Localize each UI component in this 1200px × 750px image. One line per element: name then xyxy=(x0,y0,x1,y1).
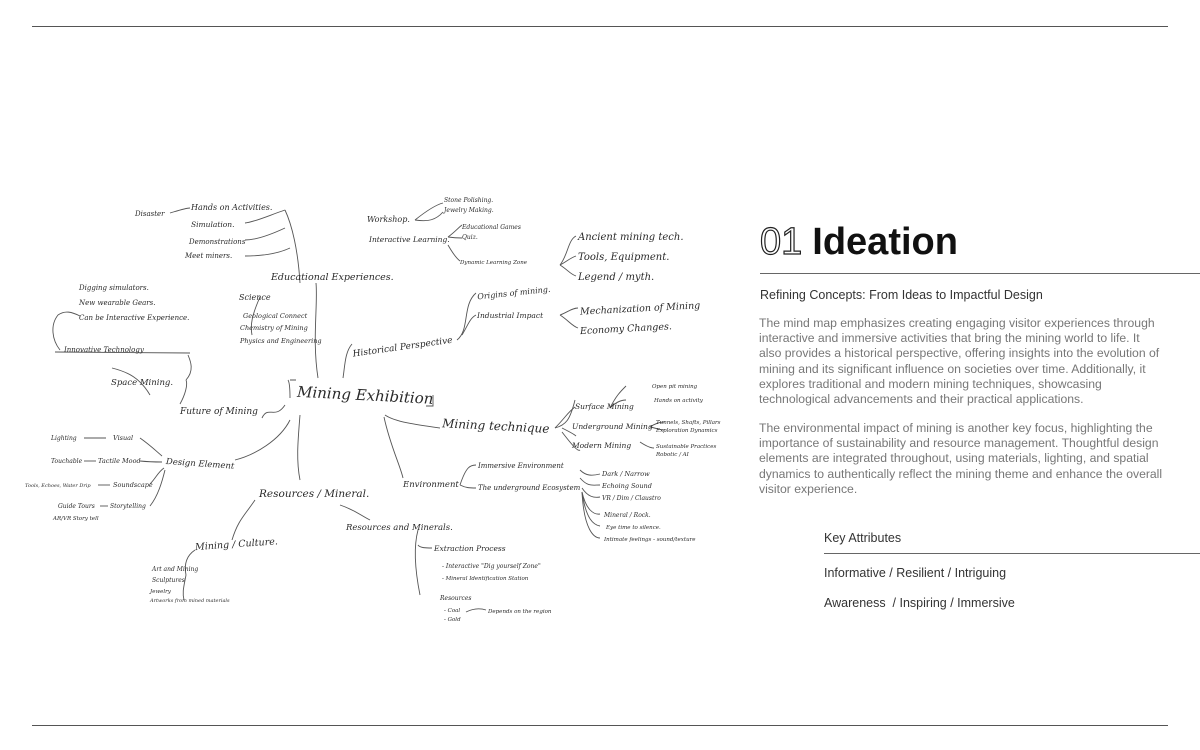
mind-map-sketch xyxy=(0,180,740,630)
mind-map-node: Mechanization of Mining xyxy=(579,300,701,318)
branch-line xyxy=(460,485,476,488)
branch-line xyxy=(560,265,576,276)
mind-map-node: - Interactive "Dig yourself Zone" xyxy=(442,563,541,570)
key-attributes-line: Informative / Resilient / Intriguing xyxy=(824,566,1007,580)
branch-line xyxy=(315,283,318,378)
branch-line xyxy=(340,505,370,520)
mind-map-node: Mineral / Rock. xyxy=(604,512,651,519)
mind-map-node: Origins of mining. xyxy=(476,284,551,302)
mind-map-node: Exploration Dynamics xyxy=(656,428,718,434)
branch-line xyxy=(448,245,460,261)
mind-map-node: Environment xyxy=(403,480,459,490)
branch-line xyxy=(457,293,476,340)
mind-map-node: AR/VR Story tell xyxy=(53,516,99,522)
mind-map-node: Intimate feelings - sound/texture xyxy=(604,537,696,543)
mind-map-node: Storytelling xyxy=(110,503,146,510)
branch-line xyxy=(170,208,190,213)
mind-map-node: Surface Mining xyxy=(575,402,634,411)
mind-map-node: Robotic / AI xyxy=(656,452,689,458)
branch-line xyxy=(580,478,600,485)
mind-map-node: Tools, Echoes, Water Drip xyxy=(25,483,91,489)
mind-map-branches xyxy=(53,203,664,612)
branch-line xyxy=(466,609,486,612)
mind-map-node: Touchable xyxy=(51,458,83,465)
mind-map-node: Dynamic Learning Zone xyxy=(460,260,527,266)
mind-map-node: Tools, Equipment. xyxy=(578,252,670,263)
branch-line xyxy=(298,415,300,480)
mind-map-node: - Gold xyxy=(444,617,461,623)
mind-map-node: Science xyxy=(239,293,271,302)
mind-map-node: Geological Connect xyxy=(243,312,308,320)
key-attributes-rule xyxy=(824,553,1200,554)
branch-line xyxy=(460,465,476,485)
branch-line xyxy=(245,248,290,256)
branch-line xyxy=(385,415,440,428)
branch-line xyxy=(462,315,476,335)
mind-map-node: Design Element xyxy=(165,456,235,472)
branch-line xyxy=(186,355,191,380)
mind-map-node: Stone Polishing. xyxy=(444,197,494,204)
section-title: Ideation xyxy=(812,221,958,263)
branch-line xyxy=(560,308,578,315)
branch-line xyxy=(418,545,432,548)
mind-map-node: Jewelry xyxy=(150,589,171,595)
mind-map-node: Demonstrations xyxy=(189,238,246,246)
mind-map-node: Modern Mining xyxy=(572,441,632,450)
mind-map-node: Art and Mining xyxy=(152,566,199,573)
mind-map-node: Resources / Mineral. xyxy=(259,488,370,500)
mind-map-node: Disaster xyxy=(135,210,165,218)
section-subtitle: Refining Concepts: From Ideas to Impactful Design xyxy=(760,288,1043,302)
mind-map-node: Educational Games xyxy=(462,224,521,231)
mind-map-node: Resources xyxy=(440,595,472,602)
branch-line xyxy=(235,420,290,460)
mind-map-node: Hands on activity xyxy=(654,398,703,404)
mind-map-node: - Coal xyxy=(444,608,461,614)
branch-line xyxy=(640,442,654,448)
branch-line xyxy=(415,203,443,220)
branch-line xyxy=(140,438,162,456)
mind-map-node: Chemistry of Mining xyxy=(240,324,308,332)
section-heading xyxy=(760,222,958,262)
branch-line xyxy=(232,500,255,540)
mind-map-center: Mining Exhibition xyxy=(296,382,434,408)
key-attributes-title: Key Attributes xyxy=(824,531,902,545)
branch-line xyxy=(53,312,80,350)
mind-map-node: Dark / Narrow xyxy=(602,470,650,478)
mind-map-node: Eye time to silence. xyxy=(606,525,661,531)
mind-map-node: Economy Changes. xyxy=(579,321,673,338)
mind-map-node: Immersive Environment xyxy=(478,462,564,470)
bottom-rule xyxy=(32,725,1168,726)
mind-map-node: Historical Perspective xyxy=(352,335,454,360)
branch-line xyxy=(180,380,187,404)
mind-map-node: Tactile Mood xyxy=(98,457,141,465)
mind-map-node: Visual xyxy=(113,434,134,442)
mind-map-node: Soundscape xyxy=(113,481,153,489)
branch-line xyxy=(448,237,462,238)
mind-map-node: Innovative Technology xyxy=(64,346,144,354)
branch-line xyxy=(580,470,600,475)
mind-map-node: Quiz. xyxy=(462,234,478,241)
mind-map-node: Tunnels, Shafts, Pillars xyxy=(656,420,721,426)
branch-line xyxy=(582,488,600,497)
mind-map-node: Artworks from mined materials xyxy=(150,598,230,604)
section-number: 01 xyxy=(760,221,803,263)
mind-map-node: Digging simulators. xyxy=(79,284,149,292)
branch-line xyxy=(245,228,285,240)
mind-map-node: Sustainable Practices xyxy=(656,444,717,450)
branch-line xyxy=(415,530,420,595)
mind-map-node: Depends on the region xyxy=(488,609,552,615)
branch-line xyxy=(262,405,285,418)
branch-line xyxy=(560,315,578,328)
description-paragraph: The mind map emphasizes creating engaging visitor experiences through interactive and immersive activities that bring the mining world to life. It also provides a historical perspective, offering insights into the evolution of mining and its significant influence on societies over time. Additionally, it explores traditional and modern mining techniques, showcasing technological advancements and their practical applications. xyxy=(759,316,1160,407)
mind-map-node: Lighting xyxy=(51,435,77,442)
branch-line xyxy=(582,492,600,514)
top-rule xyxy=(32,26,1168,27)
mind-map-node: Can be Interactive Experience. xyxy=(79,314,190,322)
mind-map-node: Extraction Process xyxy=(434,544,506,553)
description-paragraph: The environmental impact of mining is another key focus, highlighting the importance of sustainability and resource management. Thoughtful design elements are integrated throughout, using materials, lighting, and spatial dynamics to authentically reflect the mining theme and enhance the overall visitor experience. xyxy=(759,421,1163,496)
branch-line xyxy=(343,344,352,378)
mind-map-node: Simulation. xyxy=(191,220,235,229)
mind-map-node: New wearable Gears. xyxy=(79,299,156,307)
mind-map-node: Ancient mining tech. xyxy=(578,232,684,243)
mind-map-node: Sculptures xyxy=(152,577,185,584)
branch-line xyxy=(582,492,600,538)
mind-map-node: Hands on Activities. xyxy=(191,203,273,212)
branch-line xyxy=(288,380,296,398)
branch-line xyxy=(140,461,162,462)
mind-map-node: Jewelry Making. xyxy=(444,207,494,214)
mind-map-node: Educational Experiences. xyxy=(271,272,394,283)
mind-map-node: Guide Tours xyxy=(58,503,95,510)
mind-map-node: Industrial Impact xyxy=(477,311,544,320)
mind-map-node: Legend / myth. xyxy=(578,272,655,283)
heading-rule xyxy=(760,273,1200,274)
mind-map-node: Workshop. xyxy=(367,215,410,224)
mind-map-node: Mining technique xyxy=(441,416,550,436)
mind-map-node: Underground Mining xyxy=(572,422,653,431)
mind-map-node: Mining / Culture. xyxy=(194,536,279,554)
mind-map-node: Space Mining. xyxy=(111,378,174,388)
mind-map-node: Echoing Sound xyxy=(602,482,652,490)
mind-map-node: Physics and Engineering xyxy=(240,337,322,345)
mind-map-node: VR / Dim / Claustro xyxy=(602,495,661,502)
mind-map-node: Open pit mining xyxy=(652,384,698,390)
mind-map-node: Resources and Minerals. xyxy=(346,523,453,533)
mind-map-node: Meet miners. xyxy=(185,252,233,260)
mind-map-node: The underground Ecosystem xyxy=(478,484,581,492)
mind-map-node: Interactive Learning. xyxy=(369,235,450,244)
key-attributes-line: Awareness / Inspiring / Immersive xyxy=(824,596,1015,610)
branch-line xyxy=(448,225,462,237)
mind-map-node: - Mineral Identification Station xyxy=(442,576,529,582)
branch-line xyxy=(384,417,403,478)
mind-map-node: Future of Mining xyxy=(180,407,258,417)
